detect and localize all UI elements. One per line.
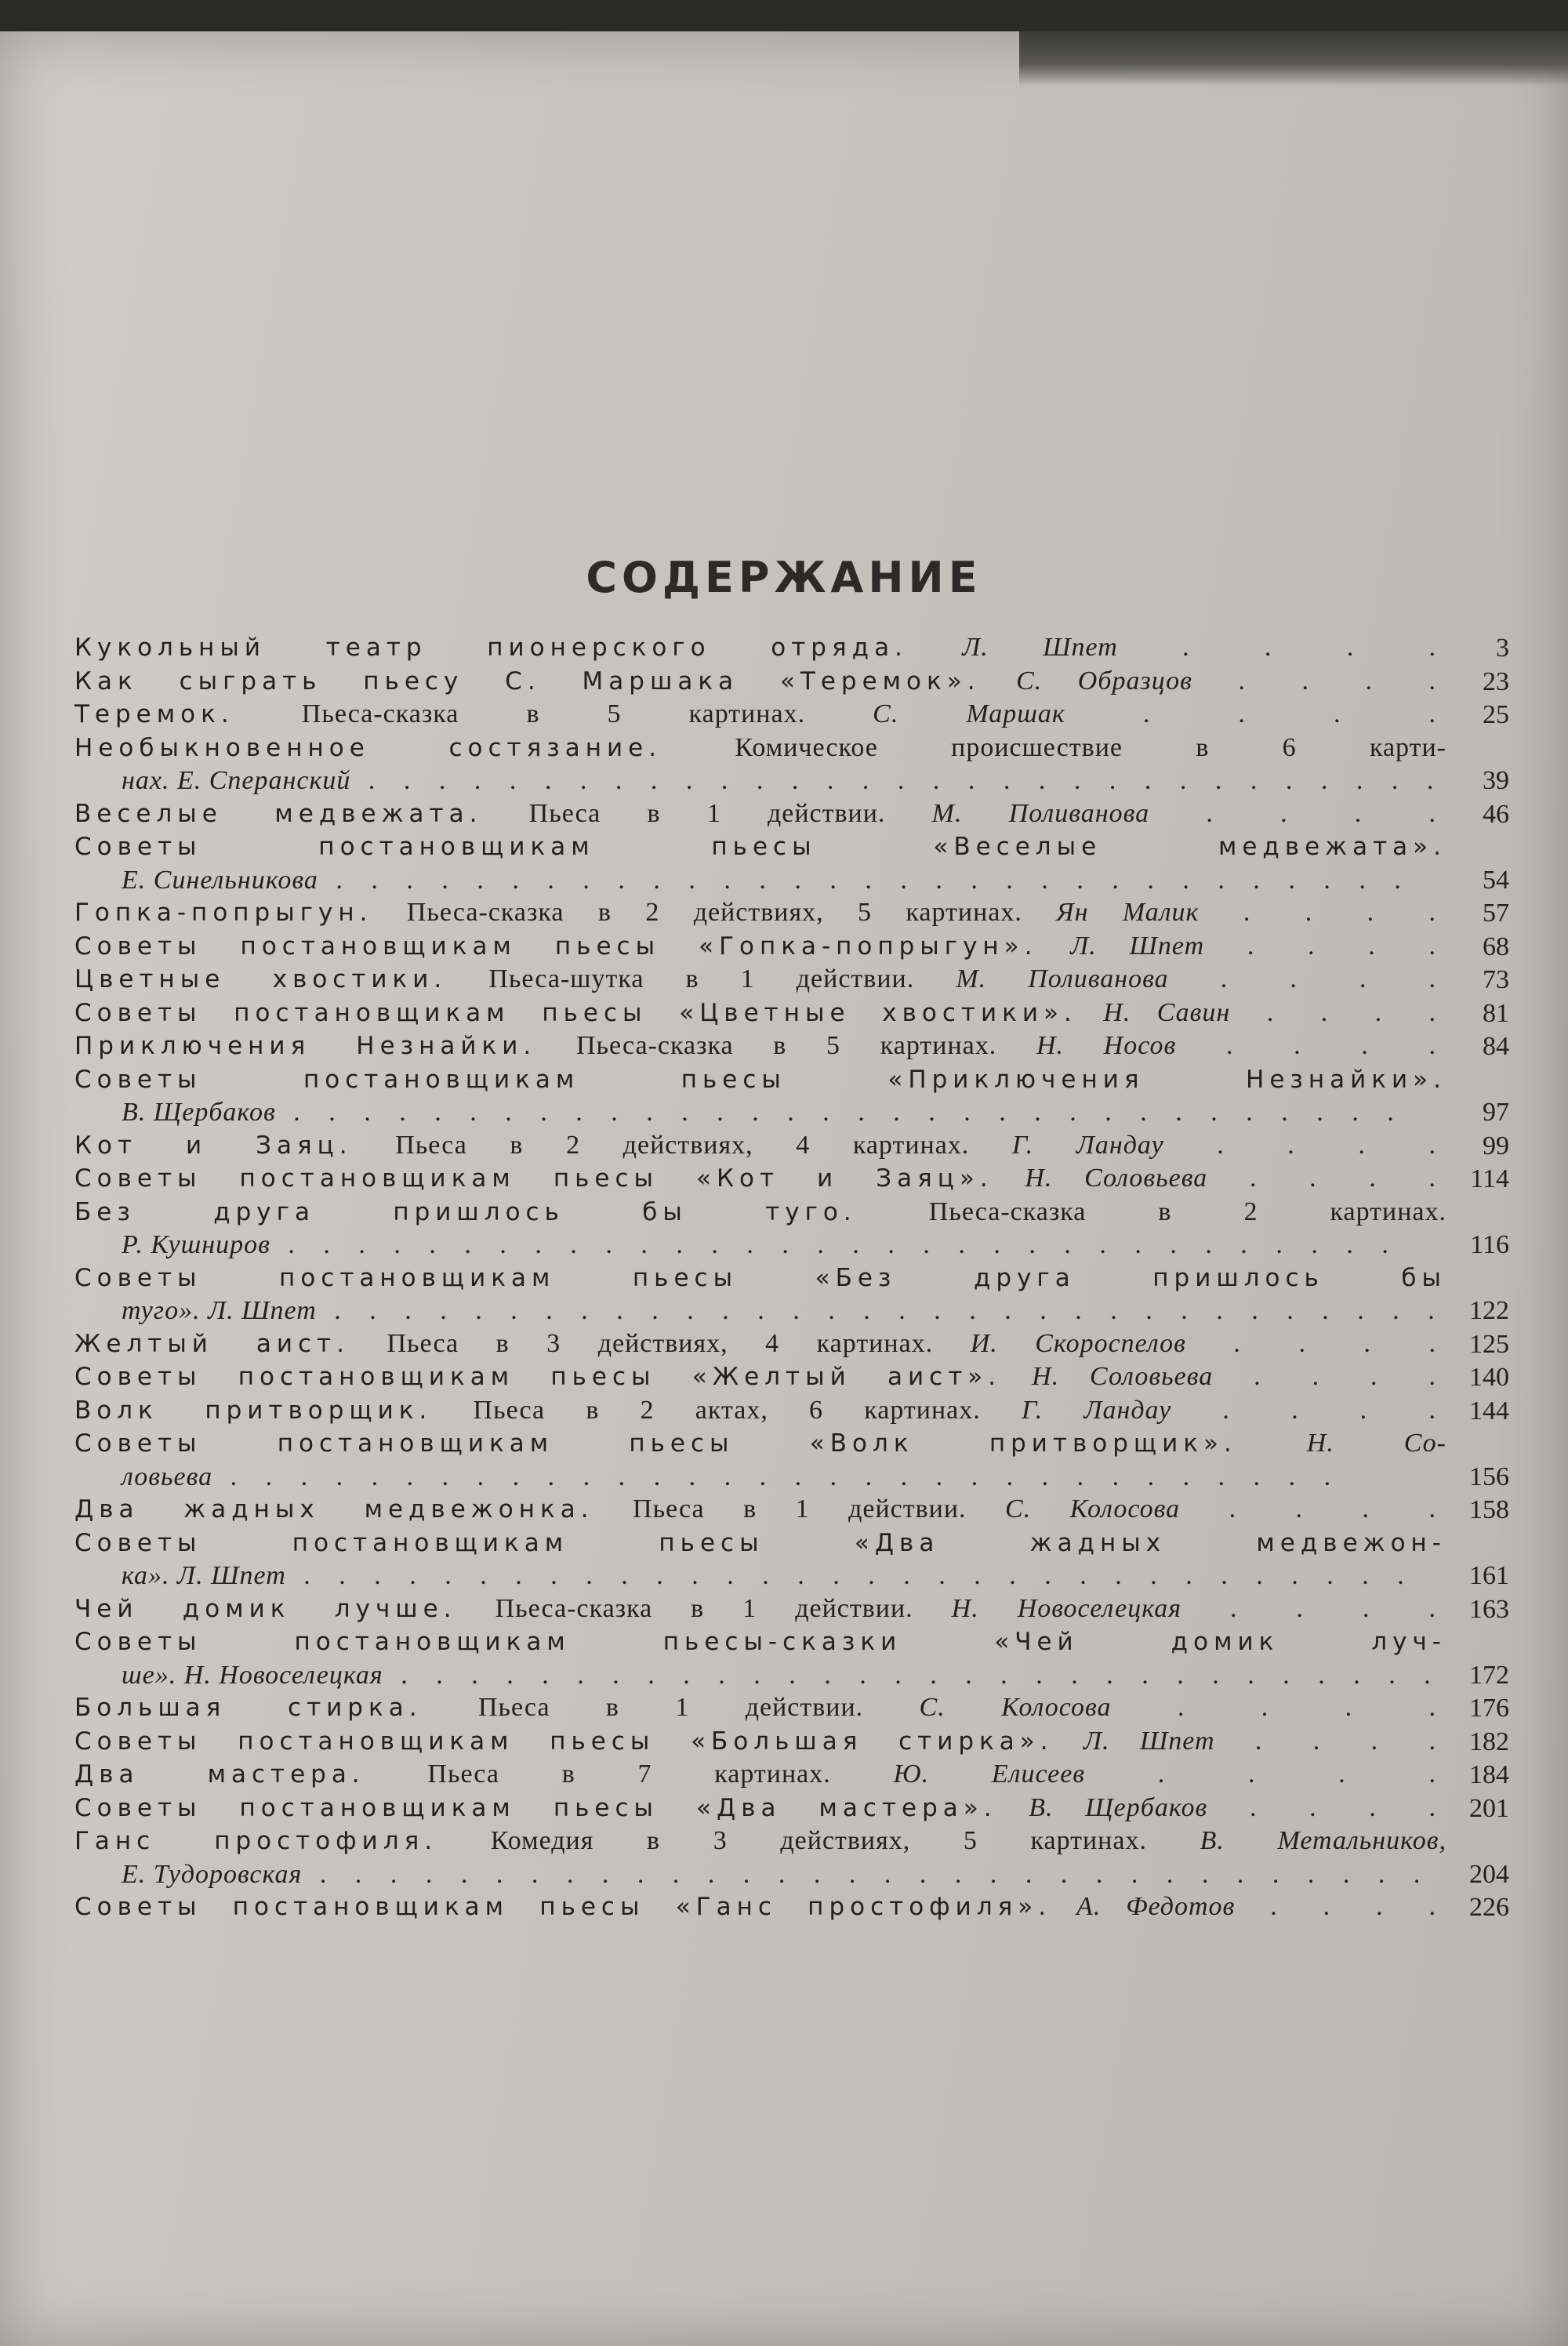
toc-leader-dots: . . . . . . . . . . . . . . . . . . . . . . . . . . . . . . . . [270, 1230, 1399, 1259]
toc-entry-author: Н. Соловьева [1032, 1362, 1214, 1391]
page-title: СОДЕРЖАНИЕ [586, 553, 982, 602]
toc-entry [74, 1196, 1509, 1262]
toc-leader-dots: . . . . [1168, 964, 1447, 993]
toc-page-number: 182 [1469, 1727, 1509, 1756]
toc-entry-description: Пьеса-сказка в 2 действиях, 5 картинах. [406, 898, 1022, 927]
toc-entry-title: Два жадных медвежонка. [74, 1495, 594, 1523]
toc-leader-dots: . . . . [1199, 898, 1446, 927]
toc-entry-continuation-text: туго». Л. Шпет [122, 1296, 317, 1325]
toc-leader-dots: . . . . . . . . . . . . . . . . . . . . . . . . . . . . . . . [318, 865, 1412, 895]
toc-entry [74, 1758, 1509, 1792]
toc-entry-author: С. Колосова [919, 1693, 1112, 1722]
toc-entry-title: Теремок. [74, 700, 234, 728]
toc-leader-dots: . . . . [1185, 1328, 1447, 1358]
toc-entry-author: Ю. Елисеев [893, 1760, 1086, 1789]
toc-entry-title: Кукольный театр пионерского отряда. [74, 634, 908, 662]
toc-entry-author: С. Образцов [1016, 666, 1192, 695]
toc-entry-line [74, 1196, 1446, 1229]
toc-entry-author: Г. Ландау [1021, 1395, 1172, 1425]
toc-entry [74, 1063, 1509, 1129]
toc-entry-title: Без друга пришлось бы туго. [74, 1197, 857, 1226]
toc-entry-line [74, 1394, 1446, 1428]
toc-entry-author: И. Скороспелов [970, 1328, 1186, 1358]
toc-entry-line [74, 1493, 1446, 1527]
toc-entry-title: Большая стирка. [74, 1694, 423, 1722]
toc-entry [74, 1725, 1509, 1759]
toc-entry-continuation-text: нах. Е. Сперанский [122, 766, 351, 795]
toc-entry [74, 997, 1509, 1030]
toc-entry-title: Гопка-попрыгун. [74, 899, 373, 927]
toc-leader-dots: . . . . [1214, 1726, 1447, 1756]
toc-entry-description: Пьеса-шутка в 1 действии. [488, 964, 915, 993]
toc-page-number: 54 [1483, 865, 1509, 895]
toc-entry [74, 1493, 1509, 1527]
toc-entry-description: Пьеса в 3 действиях, 4 картинах. [387, 1328, 934, 1358]
toc-entry-title: Советы постановщикам пьесы «Два мастера». [74, 1793, 997, 1822]
toc-entry [74, 1592, 1509, 1626]
toc-page-number: 176 [1469, 1694, 1509, 1723]
toc-leader-dots: . . . . . . . . . . . . . . . . . . . . . . . . . . . . . . . . [302, 1859, 1432, 1889]
toc-entry-description: Пьеса-сказка в 5 картинах. [575, 1031, 997, 1060]
toc-entry-continuation-text: Е. Синельникова [122, 865, 318, 895]
toc-entry-line [74, 1360, 1446, 1394]
toc-entry-title: Ганс простофиля. [74, 1827, 438, 1855]
toc-entry-line [74, 830, 1446, 864]
toc-page-number: 23 [1483, 666, 1509, 696]
toc-entry-line [74, 1427, 1446, 1461]
toc-entry-continuation [74, 1461, 1446, 1494]
toc-leader-dots: . . . . [1192, 666, 1446, 695]
toc-entry [74, 1394, 1509, 1428]
toc-entry-line [74, 1792, 1446, 1825]
toc-entry-title: Советы постановщикам пьесы-сказки «Чей домик луч- [74, 1628, 1446, 1656]
toc-page-number: 25 [1483, 700, 1509, 729]
toc-page-number: 122 [1469, 1296, 1509, 1325]
toc-entry-line [74, 1162, 1446, 1196]
toc-entry [74, 631, 1509, 665]
toc-page-number: 84 [1483, 1032, 1509, 1061]
toc-entry-title: Советы постановщикам пьесы «Большая стирка». [74, 1727, 1054, 1756]
toc-entry-title: Советы постановщикам пьесы «Гопка-попрыгун». [74, 932, 1038, 961]
toc-page-number: 3 [1496, 634, 1509, 663]
toc-entry-title: Советы постановщикам пьесы «Ганс простофиля». [74, 1893, 1052, 1921]
toc-entry-line [74, 1327, 1446, 1361]
toc-entry-line [74, 1262, 1446, 1295]
toc-entry [74, 1890, 1509, 1924]
toc-leader-dots: . . . . . . . . . . . . . . . . . . . . . . . . . . . . . . . [350, 766, 1445, 795]
toc-leader-dots: . . . . [1230, 997, 1447, 1027]
toc-page-number: 73 [1483, 965, 1509, 994]
toc-entry-line [74, 896, 1446, 930]
toc-leader-dots: . . . . [1111, 1693, 1447, 1722]
toc-entry-continuation [74, 1096, 1446, 1129]
toc-leader-dots: . . . . [1065, 699, 1447, 728]
toc-leader-dots: . . . . [1163, 1130, 1446, 1160]
toc-entry-line [74, 1129, 1446, 1163]
toc-entry-author: В. Щербаков [1029, 1792, 1208, 1822]
toc-entry-description: Пьеса в 7 картинах. [427, 1760, 831, 1789]
toc-entry-description: Пьеса-сказка в 1 действии. [495, 1593, 913, 1623]
book-page [0, 31, 1568, 2346]
toc-entry-author: Л. Шпет [1070, 931, 1205, 961]
toc-entry-description: Пьеса-сказка в 5 картинах. [301, 699, 806, 728]
toc-page-number: 184 [1469, 1760, 1509, 1789]
toc-entry-continuation [74, 1229, 1446, 1262]
toc-entry-title: Советы постановщикам пьесы «Кот и Заяц». [74, 1164, 993, 1193]
toc-entry [74, 1129, 1509, 1163]
toc-page-number: 116 [1470, 1230, 1509, 1259]
toc-entry-title: Советы постановщикам пьесы «Цветные хвостики». [74, 998, 1077, 1027]
toc-entry-title: Советы постановщикам пьесы «Приключения Незнайки». [74, 1065, 1446, 1094]
toc-entry-line [74, 1890, 1446, 1924]
toc-page-number: 39 [1483, 766, 1509, 795]
toc-leader-dots: . . . . [1204, 931, 1447, 961]
toc-entry [74, 1030, 1509, 1063]
toc-page-number: 172 [1469, 1660, 1509, 1690]
toc-leader-dots: . . . . . . . . . . . . . . . . . . . . . . . . . . . . . . . . [275, 1098, 1405, 1127]
toc-entry [74, 797, 1509, 831]
toc-entry [74, 896, 1509, 930]
toc-entry-line [74, 665, 1446, 699]
toc-entry [74, 1825, 1509, 1890]
toc-page-number: 204 [1469, 1859, 1509, 1889]
toc-page-number: 97 [1483, 1098, 1509, 1127]
toc-entry-author: Н. Новоселецкая [951, 1593, 1182, 1623]
toc-entry-description: Пьеса в 1 действии. [633, 1494, 967, 1523]
toc-entry-title: Как сыграть пьесу С. Маршака «Теремок». [74, 666, 981, 695]
toc-entry [74, 1360, 1509, 1394]
toc-leader-dots: . . . . [1213, 1362, 1446, 1391]
toc-entry-continuation-text: В. Щербаков [122, 1098, 276, 1127]
table-of-contents [74, 631, 1533, 1924]
toc-entry-title: Два мастера. [74, 1760, 365, 1789]
toc-entry-line [74, 1063, 1446, 1097]
toc-entry-title: Необыкновенное состязание. [74, 733, 662, 762]
toc-leader-dots: . . . . [1207, 1164, 1446, 1193]
toc-entry [74, 1327, 1509, 1361]
toc-entry-continuation [74, 1560, 1446, 1592]
toc-leader-dots: . . . . . . . . . . . . . . . . . . . . . . . . . . . . . . . . [285, 1561, 1415, 1590]
toc-entry-description: Пьеса в 1 действии. [477, 1693, 864, 1722]
toc-entry-line [74, 1030, 1446, 1063]
toc-entry-author: Н. Соловьева [1025, 1164, 1208, 1193]
toc-page-number: 57 [1483, 899, 1509, 928]
toc-leader-dots: . . . . [1117, 633, 1447, 662]
toc-page-number: 158 [1469, 1495, 1509, 1524]
toc-entry-description: Пьеса в 1 действии. [528, 798, 886, 828]
toc-entry-author: М. Поливанова [956, 964, 1169, 993]
toc-entry-author: Н. Со- [1306, 1429, 1446, 1458]
toc-entry-line [74, 797, 1446, 831]
toc-entry-title: Советы постановщикам пьесы «Без друга пришлось бы [74, 1263, 1446, 1292]
toc-entry-continuation [74, 764, 1446, 797]
toc-entry-title: Советы постановщикам пьесы «Веселые медвежата». [74, 833, 1446, 861]
toc-entry [74, 1792, 1509, 1825]
toc-page-number: 226 [1469, 1893, 1509, 1922]
toc-entry-title: Желтый аист. [74, 1329, 350, 1358]
toc-entry-line [74, 963, 1446, 997]
toc-leader-dots: . . . . [1181, 1593, 1447, 1623]
toc-page-number: 114 [1470, 1164, 1509, 1193]
toc-page-number: 201 [1469, 1793, 1509, 1823]
toc-entry-title: Приключения Незнайки. [74, 1032, 537, 1060]
toc-entry [74, 1625, 1509, 1691]
toc-entry [74, 732, 1509, 797]
toc-leader-dots: . . . . [1235, 1892, 1447, 1921]
toc-entry-continuation-text: ловьева [122, 1462, 213, 1491]
toc-entry-line [74, 1691, 1446, 1725]
toc-leader-dots: . . . . [1176, 1031, 1447, 1060]
toc-leader-dots: . . . . [1171, 1395, 1447, 1425]
toc-entry [74, 963, 1509, 997]
toc-leader-dots: . . . . [1180, 1494, 1446, 1523]
toc-page-number: 140 [1469, 1363, 1509, 1392]
toc-entry-continuation-text: ка». Л. Шпет [122, 1561, 286, 1590]
toc-entry-line [74, 997, 1446, 1030]
toc-entry-title: Советы постановщикам пьесы «Волк притворщик». [74, 1429, 1237, 1458]
toc-entry-author: Н. Савин [1103, 997, 1231, 1027]
toc-entry-author: М. Поливанова [931, 798, 1150, 828]
toc-entry-title: Цветные хвостики. [74, 965, 448, 993]
toc-entry-line [74, 732, 1446, 765]
toc-entry-author: С. Колосова [1005, 1494, 1181, 1523]
toc-entry-continuation-text: ше». Н. Новоселецкая [122, 1660, 383, 1690]
toc-entry-continuation-text: Е. Тудоровская [122, 1859, 303, 1889]
toc-entry-line [74, 1825, 1446, 1858]
toc-page-number: 46 [1483, 799, 1509, 829]
toc-leader-dots: . . . . [1207, 1792, 1446, 1822]
toc-leader-dots: . . . . [1149, 798, 1447, 828]
toc-entry [74, 830, 1509, 896]
toc-entry-line [74, 1725, 1446, 1759]
toc-entry [74, 1427, 1509, 1493]
toc-page-number: 99 [1483, 1131, 1509, 1160]
toc-entry-title: Кот и Заяц. [74, 1131, 353, 1160]
toc-entry-title: Советы постановщикам пьесы «Два жадных медвежон- [74, 1528, 1446, 1557]
toc-entry-line [74, 631, 1446, 665]
toc-entry [74, 1527, 1509, 1592]
toc-page-number: 163 [1469, 1594, 1509, 1624]
toc-entry-continuation [74, 1295, 1446, 1327]
toc-leader-dots: . . . . [1085, 1760, 1447, 1789]
toc-entry-line [74, 930, 1446, 964]
toc-entry-author: Ян Малик [1056, 898, 1200, 927]
toc-page-number: 161 [1469, 1561, 1509, 1590]
toc-entry-title: Чей домик лучше. [74, 1594, 457, 1623]
toc-entry-line [74, 1625, 1446, 1659]
toc-entry-title: Веселые медвежата. [74, 799, 483, 828]
toc-entry-author: А. Федотов [1076, 1892, 1236, 1921]
toc-entry [74, 1162, 1509, 1196]
toc-entry-line [74, 1758, 1446, 1792]
toc-entry [74, 1691, 1509, 1725]
toc-entry-author: В. Метальников, [1200, 1826, 1446, 1855]
toc-entry-description: Комическое происшествие в 6 карти- [735, 732, 1446, 762]
toc-leader-dots: . . . . . . . . . . . . . . . . . . . . . . . . . . . . . . . . [212, 1462, 1342, 1491]
toc-entry-continuation [74, 1858, 1446, 1891]
toc-entry-author: Г. Ландау [1011, 1130, 1164, 1160]
toc-page-number: 156 [1469, 1462, 1509, 1491]
toc-entry-author: Л. Шпет [962, 633, 1118, 662]
toc-leader-dots: . . . . . . . . . . . . . . . . . . . . . . . . . . . . . . [383, 1660, 1442, 1690]
toc-entry-description: Пьеса в 2 действиях, 4 картинах. [395, 1130, 970, 1160]
toc-entry-continuation [74, 1659, 1446, 1692]
toc-entry-title: Советы постановщикам пьесы «Желтый аист». [74, 1363, 1002, 1391]
toc-entry-continuation-text: Р. Кушниров [122, 1230, 270, 1259]
toc-page-number: 125 [1469, 1329, 1509, 1359]
toc-entry-continuation [74, 864, 1446, 897]
toc-page-number: 81 [1483, 998, 1509, 1028]
toc-page-number: 144 [1469, 1396, 1509, 1425]
toc-entry-author: Н. Носов [1036, 1031, 1177, 1060]
toc-page-number: 68 [1483, 932, 1509, 961]
toc-entry-title: Волк притворщик. [74, 1396, 433, 1425]
toc-entry-line [74, 1592, 1446, 1626]
toc-entry [74, 1262, 1509, 1327]
page-top-edge [1019, 31, 1568, 86]
toc-entry-line [74, 1527, 1446, 1560]
toc-entry [74, 930, 1509, 964]
toc-entry-author: Л. Шпет [1083, 1726, 1215, 1756]
toc-entry [74, 665, 1509, 699]
toc-entry [74, 698, 1509, 732]
toc-leader-dots: . . . . . . . . . . . . . . . . . . . . . . . . . . . . . . . . [316, 1296, 1446, 1325]
toc-entry-description: Комедия в 3 действиях, 5 картинах. [490, 1826, 1147, 1855]
toc-entry-description: Пьеса в 2 актах, 6 картинах. [473, 1395, 981, 1425]
toc-entry-line [74, 698, 1446, 732]
toc-entry-description: Пьеса-сказка в 2 картинах. [928, 1197, 1447, 1226]
toc-entry-author: С. Маршак [873, 699, 1065, 728]
